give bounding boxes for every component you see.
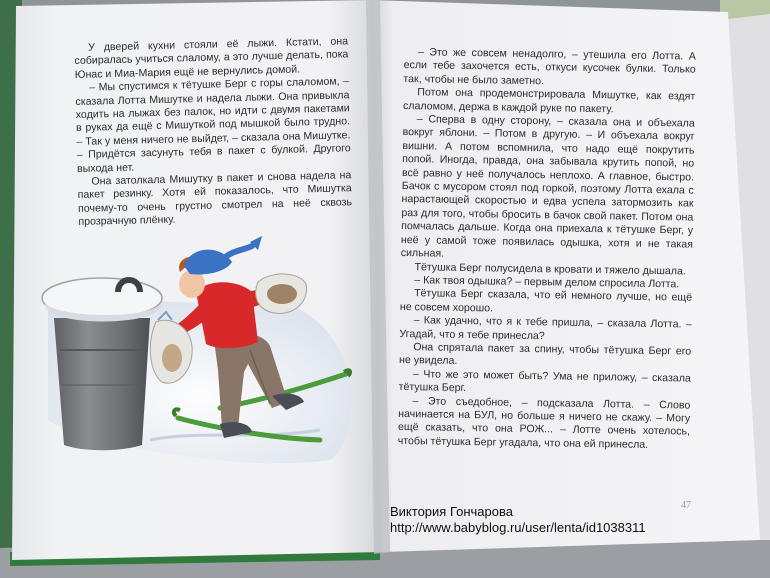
- right-paragraph: – Что же это может быть? Ума не приложу, – сказала тётушка Берг.: [398, 367, 691, 395]
- right-paragraph: – Как удачно, что я к тебе пришла, – сказала Лотта. – Угадай, что я тебе принесла?: [399, 314, 692, 342]
- right-paragraph: Она спрятала пакет за спину, чтобы тётушка Берг его не увидела.: [398, 341, 692, 368]
- watermark-url: http://www.babyblog.ru/user/lenta/id1038311: [390, 520, 646, 535]
- left-paragraph: У дверей кухни стояли её лыжи. Кстати, она собиралась учиться слалому, а это лучше делать, пока Юнас и Миа-Мария ещё не вернулись домой.: [74, 35, 349, 81]
- right-paragraph: – Сперва в одну сторону, – сказала она и объехала вокруг яблони. – Потом в другую. – И объехала вокруг вишни. А потом вспомнила, что надо ещё покрутить попой. Иногда, правда, она забывала крутить попой, но всё равно у неё получалось неплохо. А главное, быстро. Бачок с мусором стоял под горкой, поэтому Лотта ехала с нарастающей скоростью и едва успела затормозить как раз для того, чтобы бросить в бачок свой пакет. Потом она помчалась дальше. Когда она приехала к тётушке Берг, у неё у самой тоже появилась одышка, хотя и не такая сильная.: [400, 113, 695, 260]
- left-paragraph: – Мы спустимся к тётушке Берг с горы слаломом, – сказала Лотта Мишутке и надела лыжи. Она привыкла ходить на лыжах без палок, но идти с двумя пакетами в руках да ещё с Мишуткой под мышкой было трудно. – Так у меня ничего не выйдет, – сказала она Мишутке. – Придётся засунуть тебя в пакет с булкой. Другого выхода нет.: [75, 75, 351, 175]
- right-paragraph: Потом она продемонстрировала Мишутке, как ездят слаломом, держа в каждой руке по пакету.: [402, 86, 696, 115]
- right-page-text: [398, 46, 696, 453]
- left-page-text: [74, 35, 353, 229]
- page-number: 47: [681, 500, 691, 511]
- right-paragraph: – Это же совсем ненадолго, – утешила его Лотта. А если тебе захочется есть, откуси кусочек булки. Только так, чтобы не было заметно.: [403, 46, 696, 88]
- right-paragraph: – Как твоя одышка? – первым делом спросила Лотта.: [414, 274, 680, 291]
- right-paragraph: Тётушка Берг полусидела в кровати и тяжело дышала.: [414, 260, 686, 277]
- right-paragraph: Тётушка Берг сказала, что ей немного лучше, но ещё не совсем хорошо.: [399, 287, 693, 315]
- left-paragraph: Она затолкала Мишутку в пакет и снова надела на пакет резинку. Хотя ей показалось, что Мишутка почему-то очень грустно смотрел на неё сквозь прозрачную плёнку.: [77, 169, 353, 229]
- right-paragraph: – Это съедобное, – подсказала Лотта. – Слово начинается на БУЛ, но больше я ничего не скажу. – Могу ещё сказать, что она РОЖ... – Лотте очень хотелось, чтобы тётушка Берг угадала, что она ей принесла.: [397, 394, 691, 451]
- watermark-name: Виктория Гончарова: [390, 504, 513, 519]
